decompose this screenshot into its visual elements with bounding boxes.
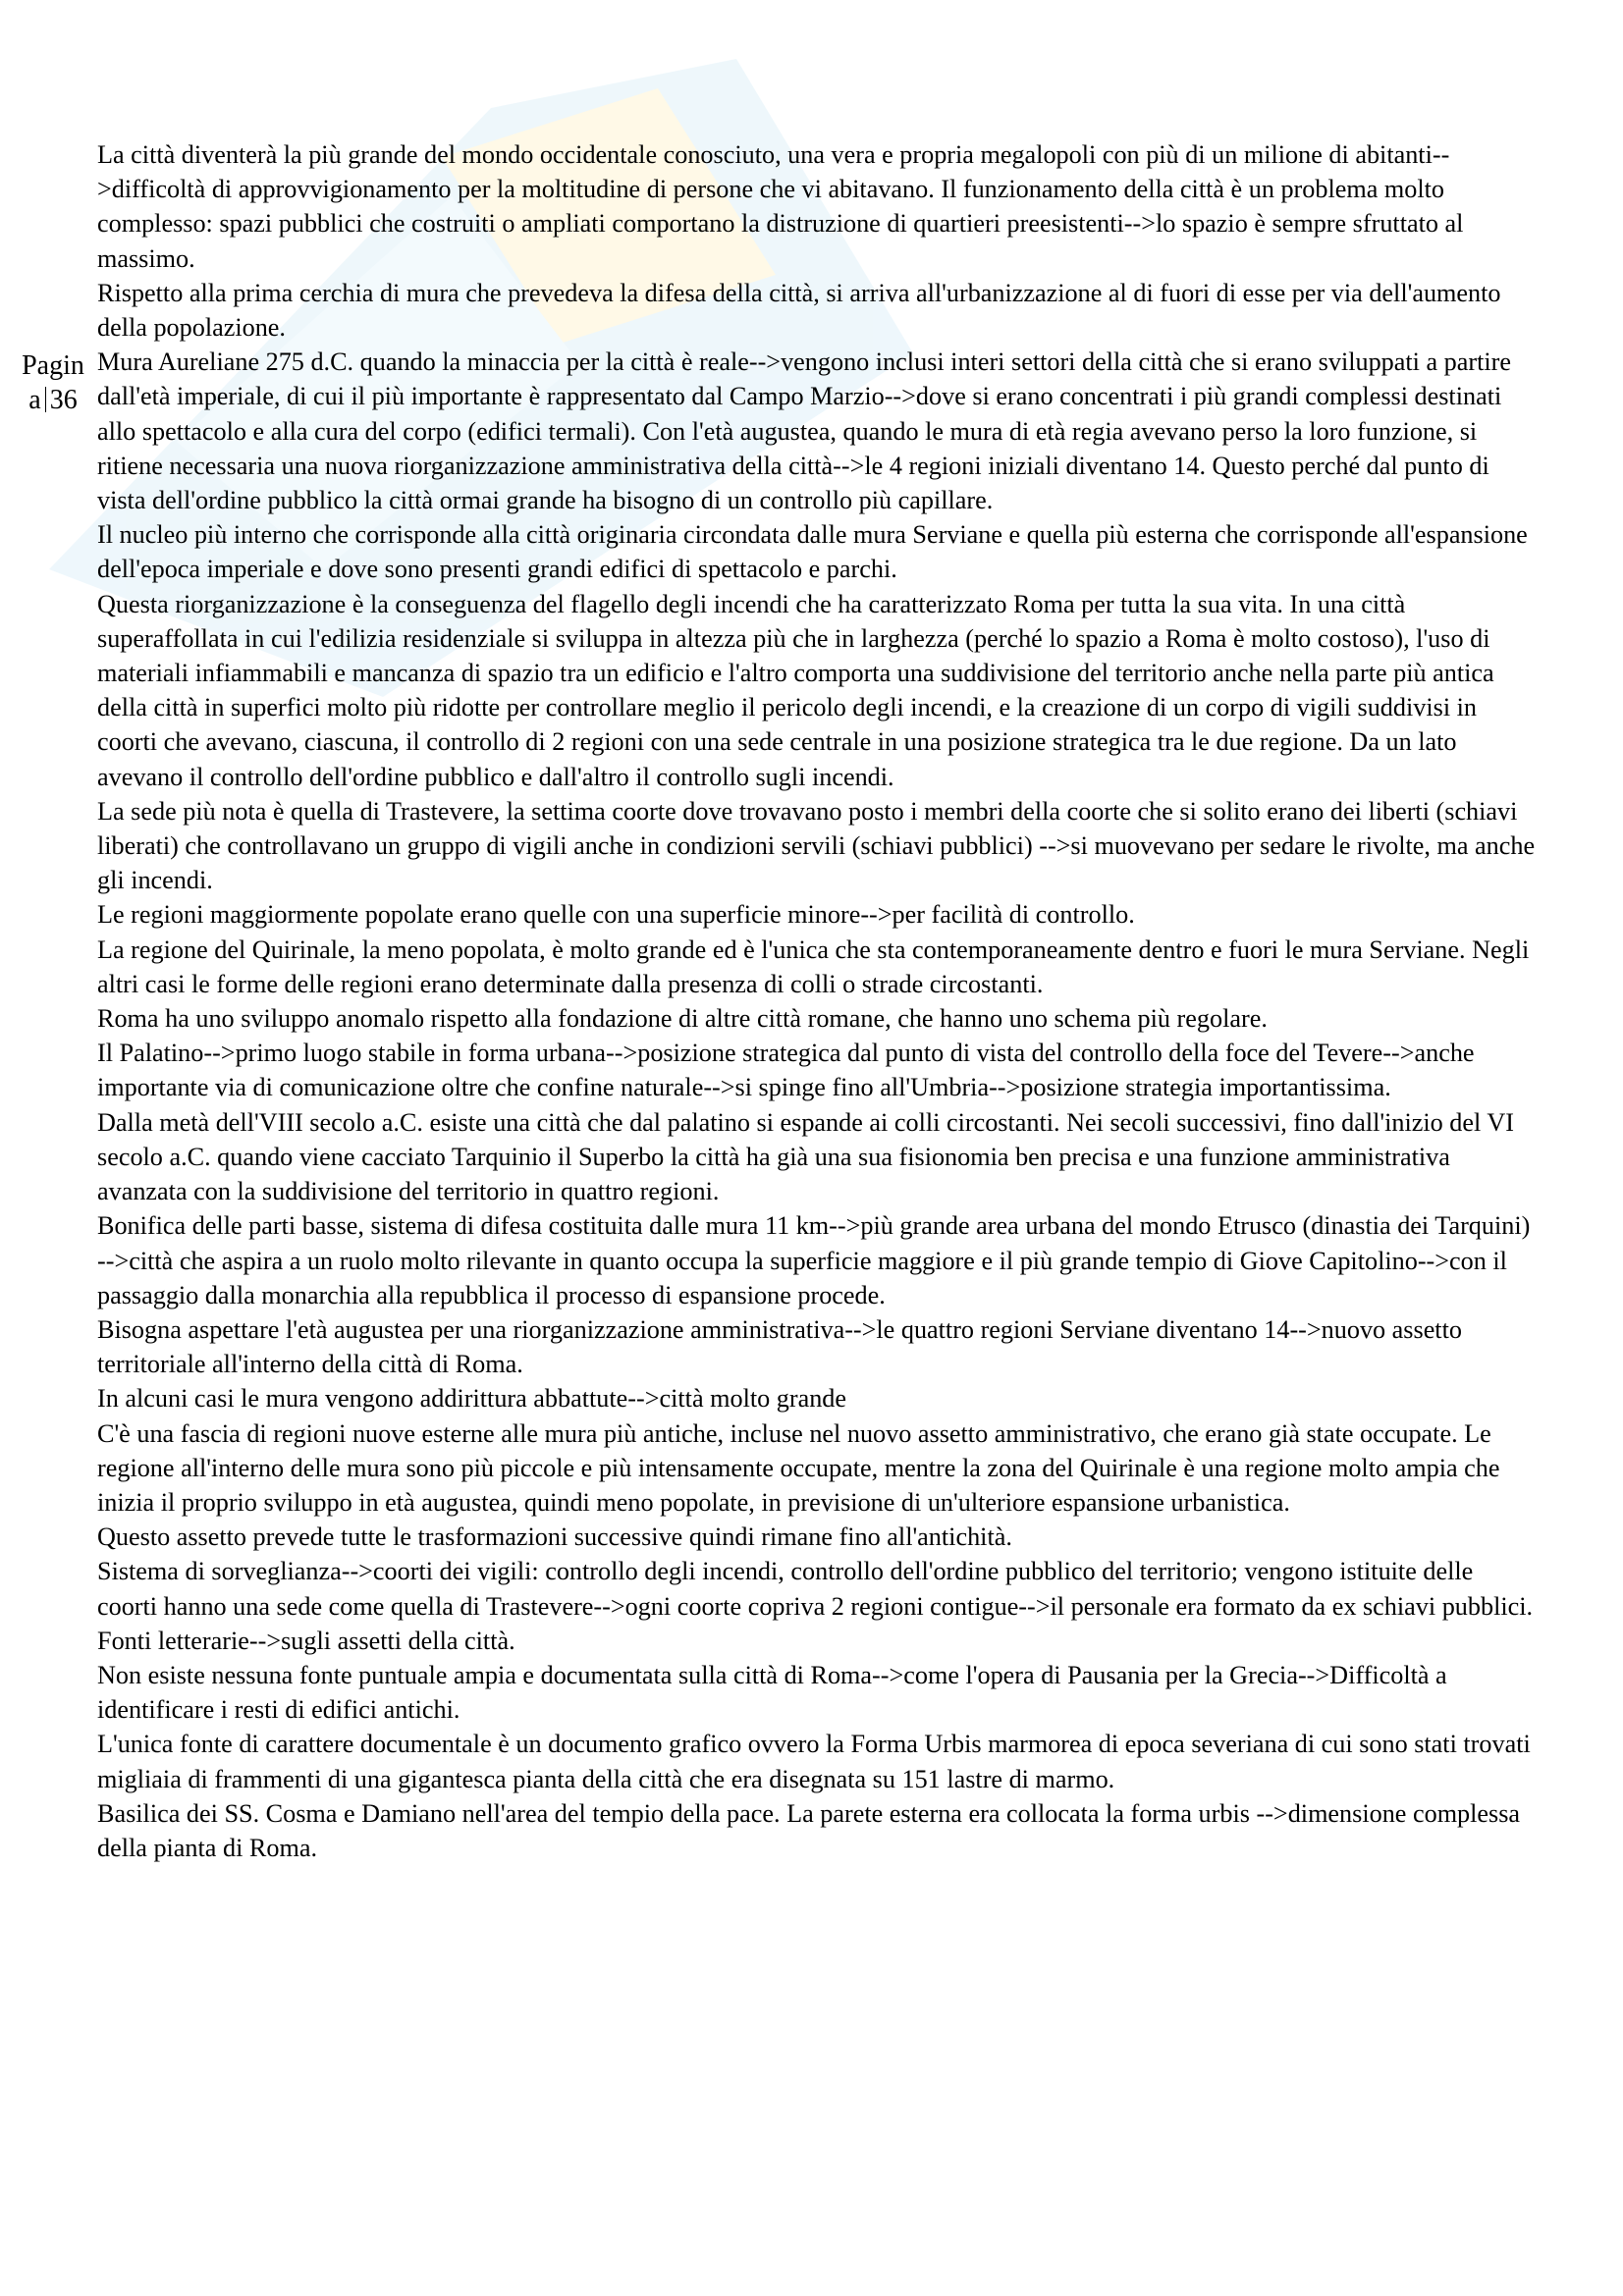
paragraph: La città diventerà la più grande del mondo occidentale conosciuto, una vera e propria megalopoli con più di un milione di abitanti-->difficoltà di approvvigionamento per la moltitudine di persone che vi abitavano. Il funzionamento della città è un problema molto complesso: spazi pubblici che costruiti o ampliati comportano la distruzione di quartieri preesistenti-->lo spazio è sempre sfruttato al massimo.: [97, 140, 1464, 273]
paragraph: Sistema di sorveglianza-->coorti dei vigili: controllo degli incendi, controllo dell'ordine pubblico del territorio; vengono istituite delle coorti hanno una sede come quella di Trastevere-->ogni coorte copriva 2 regioni contigue-->il personale era formato da ex schiavi pubblici.: [97, 1557, 1534, 1621]
page-number-word-end: a: [28, 385, 41, 415]
paragraph: La sede più nota è quella di Trastevere, la settima coorte dove trovavano posto i membri della coorte che si solito erano dei liberti (schiavi liberati) che controllavano un gruppo di vigili anche in condizioni servili (schiavi pubblici) -->si muovevano per sedare le rivolte, ma anche gli incendi.: [97, 796, 1536, 895]
paragraph: Basilica dei SS. Cosma e Damiano nell'area del tempio della pace. La parete esterna era collocata la forma urbis -->dimensione complessa della pianta di Roma.: [97, 1798, 1521, 1862]
paragraph: Bisogna aspettare l'età augustea per una riorganizzazione amministrativa-->le quattro regioni Serviane diventano 14-->nuovo assetto territoriale all'interno della città di Roma.: [97, 1314, 1462, 1379]
paragraph: Dalla metà dell'VIII secolo a.C. esiste una città che dal palatino si espande ai colli circostanti. Nei secoli successivi, fino dall'inizio del VI secolo a.C. quando viene cacciato Tarquinio il Superbo la città ha già una sua fisionomia ben precisa e una funzione amministrativa avanzata con la suddivisione del territorio in quattro regioni.: [97, 1107, 1514, 1206]
paragraph: Bonifica delle parti basse, sistema di difesa costituita dalle mura 11 km-->più grande area urbana del mondo Etrusco (dinastia dei Tarquini) -->città che aspira a un ruolo molto rilevante in quanto occupa la superficie maggiore e il più grande tempio di Giove Capitolino-->con il passaggio dalla monarchia alla repubblica il processo di espansione procede.: [97, 1211, 1531, 1309]
paragraph: In alcuni casi le mura vengono addirittura abbattute-->città molto grande: [97, 1384, 847, 1414]
paragraph: C'è una fascia di regioni nuove esterne alle mura più antiche, incluse nel nuovo assetto amministrativo, che erano già state occupate. Le regione all'interno delle mura sono più piccole e più intensamente occupate, mentre la zona del Quirinale è una regione molto ampia che inizia il proprio sviluppo in età augustea, quindi meno popolate, in previsione di un'ulteriore espansione urbanistica.: [97, 1418, 1500, 1517]
page-number-word-start: Pagin: [22, 350, 84, 381]
paragraph: Non esiste nessuna fonte puntuale ampia e documentata sulla città di Roma-->come l'opera di Pausania per la Grecia-->Difficoltà a identificare i resti di edifici antichi.: [97, 1660, 1447, 1725]
paragraph: Fonti letterarie-->sugli assetti della città.: [97, 1626, 515, 1655]
paragraph: Rispetto alla prima cerchia di mura che prevedeva la difesa della città, si arriva all'urbanizzazione al di fuori di esse per via dell'aumento della popolazione.: [97, 278, 1501, 343]
paragraph: Roma ha uno sviluppo anomalo rispetto alla fondazione di altre città romane, che hanno uno schema più regolare.: [97, 1004, 1268, 1034]
document-body: [97, 137, 1537, 1865]
page-number: [14, 348, 92, 417]
paragraph: Il nucleo più interno che corrisponde alla città originaria circondata dalle mura Serviane e quella più esterna che corrisponde all'espansione dell'epoca imperiale e dove sono presenti grandi edifici di spettacolo e parchi.: [97, 520, 1528, 584]
paragraph: Questa riorganizzazione è la conseguenza del flagello degli incendi che ha caratterizzato Roma per tutta la sua vita. In una città superaffollata in cui l'edilizia residenziale si sviluppa in altezza più che in larghezza (perché lo spazio a Roma è molto costoso), l'uso di materiali infiammabili e mancanza di spazio tra un edificio e l'altro comporta una suddivisione del territorio anche nella parte più antica della città in superfici molto più ridotte per controllare meglio il pericolo degli incendi, e la creazione di un corpo di vigili suddivisi in coorti che avevano, ciascuna, il controllo di 2 regioni con una sede centrale in una posizione strategica tra le due regione. Da un lato avevano il controllo dell'ordine pubblico e dall'altro il controllo sugli incendi.: [97, 589, 1494, 791]
paragraph: Questo assetto prevede tutte le trasformazioni successive quindi rimane fino all'antichità.: [97, 1522, 1012, 1552]
paragraph: Le regioni maggiormente popolate erano quelle con una superficie minore-->per facilità di controllo.: [97, 900, 1135, 930]
page-number-line: [14, 383, 92, 417]
paragraph: Mura Aureliane 275 d.C. quando la minaccia per la città è reale-->vengono inclusi interi settori della città che si erano sviluppati a partire dall'età imperiale, di cui il più importante è rappresentato dal Campo Marzio-->dove si erano concentrati i più grandi complessi destinati allo spettacolo e alla cura del corpo (edifici termali). Con l'età augustea, quando le mura di età regia avevano perso la loro funzione, si ritiene necessaria una nuova riorganizzazione amministrativa della città-->le 4 regioni iniziali diventano 14. Questo perché dal punto di vista dell'ordine pubblico la città ormai grande ha bisogno di un controllo più capillare.: [97, 347, 1512, 515]
page-number-value: 36: [49, 385, 78, 415]
paragraph: L'unica fonte di carattere documentale è un documento grafico ovvero la Forma Urbis marmorea di epoca severiana di cui sono stati trovati migliaia di frammenti di una gigantesca pianta della città che era disegnata su 151 lastre di marmo.: [97, 1730, 1531, 1793]
paragraph: Il Palatino-->primo luogo stabile in forma urbana-->posizione strategica dal punto di vista del controllo della foce del Tevere-->anche importante via di comunicazione oltre che confine naturale-->si spinge fino all'Umbria-->posizione strategia importantissima.: [97, 1039, 1475, 1102]
page-number-separator: [45, 387, 46, 412]
paragraph: La regione del Quirinale, la meno popolata, è molto grande ed è l'unica che sta contemporaneamente dentro e fuori le mura Serviane. Negli altri casi le forme delle regioni erano determinate dalla presenza di colli o strade circostanti.: [97, 934, 1530, 998]
